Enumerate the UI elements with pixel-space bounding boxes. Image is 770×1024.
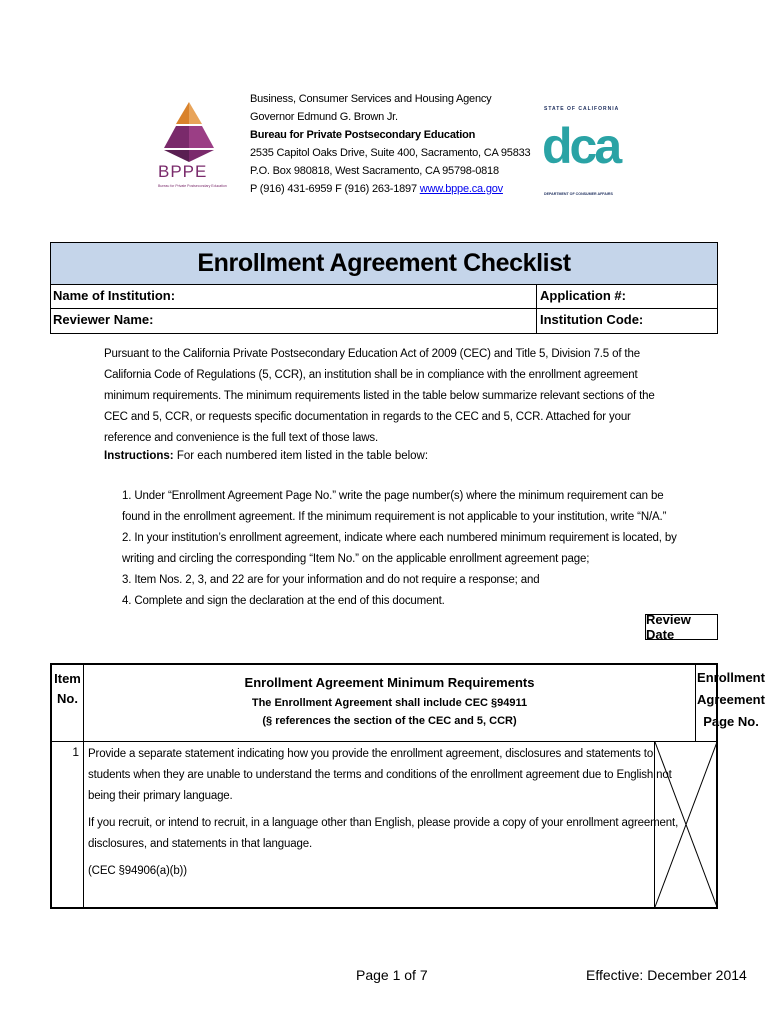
page-header-line: Page No. [703, 714, 759, 729]
column-header-requirements [84, 665, 696, 741]
item-header-line: No. [57, 691, 78, 706]
bppe-logo-tagline: Bureau for Private Postsecondary Education [158, 184, 227, 188]
table-row-item-no: 1 [52, 742, 84, 907]
website-link[interactable]: www.bppe.ca.gov [419, 183, 503, 195]
column-header-page-no [696, 665, 766, 741]
dca-logo-text: dca [542, 118, 620, 174]
requirement-citation: (CEC §94906(a)(b)) [88, 865, 187, 877]
column-header-item-no [52, 665, 84, 741]
page-header-line: Agreement [697, 692, 765, 707]
requirements-header-title: Enrollment Agreement Minimum Requirements [244, 675, 535, 690]
instruction-steps [122, 486, 682, 612]
bppe-logo [156, 100, 227, 192]
instructions-heading [104, 450, 428, 462]
table-row-requirement [88, 744, 688, 888]
cross-out-icon [655, 742, 717, 907]
reviewer-name-label: Reviewer Name: [53, 312, 154, 327]
dca-state-text: STATE OF CALIFORNIA [544, 106, 620, 112]
institution-code-label: Institution Code: [540, 312, 644, 327]
instructions-text: For each numbered item listed in the table below: [173, 450, 429, 462]
instruction-step: 1. Under “Enrollment Agreement Page No.” write the page number(s) where the minimum requirement can be found in the enrollment agreement. If the minimum requirement is not applicable to your institution, write “N/A.” [122, 490, 667, 523]
page-header-line: Enrollment [697, 670, 765, 685]
intro-paragraph: Pursuant to the California Private Postsecondary Education Act of 2009 (CEC) and Title 5, Division 7.5 of the California Code of Regulations (5, CCR), an institution shall be in compliance with the enrollment agreement minimum requirements. The minimum requirements listed in the table below summarize relevant sections of the CEC and 5, CCR, or requests specific documentation in regards to the CEC and 5, CCR. Attached for your reference and convenience is the full text of those laws. [104, 348, 655, 444]
review-date-field[interactable]: Review Date [645, 614, 718, 640]
agency-line: Business, Consumer Services and Housing Agency [250, 93, 492, 105]
institution-row [50, 284, 718, 309]
agency-address-block [250, 90, 530, 198]
requirements-table [50, 663, 765, 909]
name-of-institution-label: Name of Institution: [53, 288, 176, 303]
form-title: Enrollment Agreement Checklist [50, 242, 718, 284]
page-number: Page 1 of 7 [356, 967, 428, 983]
agency-line: P.O. Box 980818, West Sacramento, CA 95798-0818 [250, 165, 499, 177]
header-divider [52, 741, 716, 742]
dca-logo [540, 104, 620, 210]
instruction-step: 3. Item Nos. 2, 3, and 22 are for your information and do not require a response; and [122, 574, 540, 586]
page-no-cell-crossed [654, 742, 717, 907]
agency-line: 2535 Capitol Oaks Drive, Suite 400, Sacramento, CA 95833 [250, 147, 531, 159]
agency-phone-line [250, 180, 530, 198]
dca-dept-text: DEPARTMENT OF CONSUMER AFFAIRS [544, 192, 613, 196]
bppe-logo-text: BPPE [158, 162, 208, 181]
application-number-label: Application #: [540, 288, 626, 303]
item-header-line: Item [54, 671, 81, 686]
instruction-step: 2. In your institution’s enrollment agreement, indicate where each numbered minimum requirement is located, by writing and circling the corresponding “Item No.” on the applicable enrollment agreement page; [122, 532, 677, 565]
requirement-paragraph: Provide a separate statement indicating how you provide the enrollment agreement, disclosures and statements to students when they are unable to understand the terms and conditions of the enrollment agreement due to English not being their primary language. [88, 748, 672, 802]
name-of-institution-field[interactable] [51, 285, 537, 308]
agency-line: Governor Edmund G. Brown Jr. [250, 111, 398, 123]
instructions-label: Instructions: [104, 450, 174, 462]
reviewer-name-field[interactable] [51, 309, 537, 333]
effective-date: Effective: December 2014 [586, 967, 747, 983]
reviewer-row [50, 309, 718, 334]
institution-code-field[interactable] [537, 309, 717, 333]
requirements-header-sub: The Enrollment Agreement shall include CEC §94911 [251, 697, 528, 709]
agency-line: Bureau for Private Postsecondary Education [250, 129, 476, 141]
requirements-header-note: (§ references the section of the CEC and 5, CCR) [262, 715, 517, 727]
instruction-step: 4. Complete and sign the declaration at the end of this document. [122, 595, 445, 607]
application-number-field[interactable] [537, 285, 717, 308]
phone-fax: P (916) 431-6959 F (916) 263-1897 [250, 183, 417, 195]
requirement-paragraph: If you recruit, or intend to recruit, in a language other than English, please provide a copy of your enrollment agreement, disclosures, and statements in that language. [88, 817, 679, 850]
